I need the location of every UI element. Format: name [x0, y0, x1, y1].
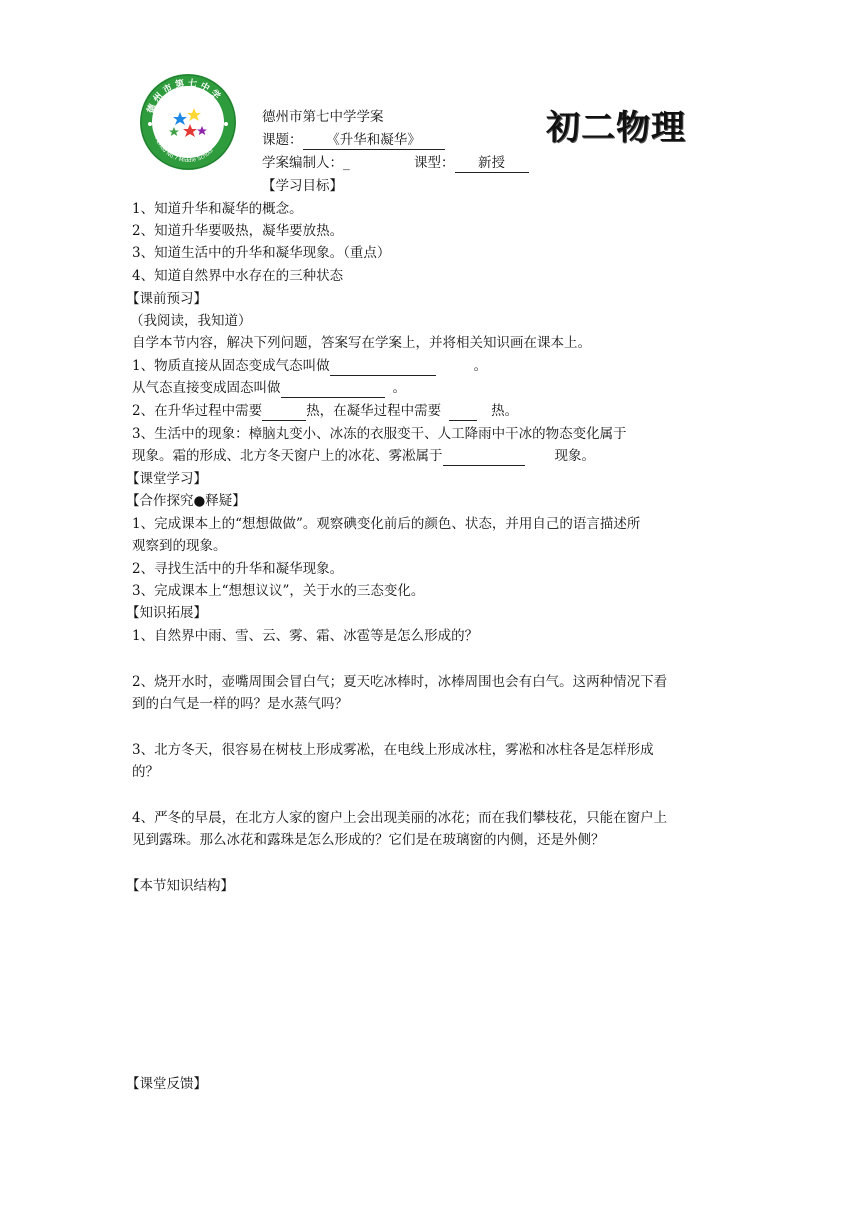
author-label: 学案编制人： — [262, 155, 343, 171]
svg-text:De Zhou No.7 Middle School: De Zhou No.7 Middle School — [152, 131, 215, 165]
type-value: 新授 — [455, 154, 529, 173]
classroom-heading: 【课堂学习】 — [126, 471, 207, 487]
goals-heading: 【学习目标】 — [262, 178, 343, 194]
explore-item-1-line2: 观察到的现象。 — [132, 538, 227, 554]
extension-item-3-line1: 3、北方冬天，很容易在树枝上形成雾凇，在电线上形成冰柱，雾凇和冰柱各是怎样形成 — [132, 742, 654, 758]
extension-item-3-line2: 的？ — [132, 764, 159, 780]
preview-q1b — [132, 379, 406, 398]
q3-text-b: 现象。 — [554, 448, 595, 464]
preview-q1a — [132, 357, 487, 376]
q3-text-a: 现象。霜的形成、北方冬天窗户上的冰花、雾凇属于 — [132, 448, 443, 464]
goal-item: 3、知道生活中的升华和凝华现象。（重点） — [132, 245, 391, 261]
subject-title: 初二物理 — [546, 108, 686, 148]
preview-intro: 自学本节内容，解决下列问题，答案写在学案上，并将相关知识画在课本上。 — [132, 335, 591, 351]
extension-item-2-line2: 到的白气是一样的吗？是水蒸气吗？ — [132, 696, 348, 712]
q1a-blank[interactable] — [330, 357, 436, 376]
q1b-text: 从气态直接变成固态叫做 — [132, 380, 281, 396]
q2-text-c: 热。 — [491, 403, 519, 419]
explore-item-3: 3、完成课本上“想想议议”，关于水的三态变化。 — [132, 583, 425, 599]
explore-item-2: 2、寻找生活中的升华和凝华现象。 — [132, 561, 344, 577]
extension-heading: 【知识拓展】 — [126, 605, 207, 621]
q1a-end: 。 — [473, 358, 488, 374]
q1b-blank[interactable] — [281, 379, 385, 398]
q3-blank[interactable] — [443, 447, 525, 466]
q2-text-a: 2、在升华过程中需要 — [132, 403, 263, 419]
q1b-end: 。 — [392, 380, 406, 396]
extension-item-1: 1、自然界中雨、雪、云、雾、霜、冰雹等是怎么形成的？ — [132, 628, 479, 644]
goal-item: 4、知道自然界中水存在的三种状态 — [132, 268, 344, 284]
goal-item: 2、知道升华要吸热，凝华要放热。 — [132, 223, 344, 239]
topic-value: 《升华和凝华》 — [303, 131, 445, 150]
topic-label: 课题： — [262, 132, 303, 148]
topic-line — [262, 131, 445, 150]
extension-item-4-line1: 4、严冬的早晨，在北方人家的窗户上会出现美丽的冰花；而在我们攀枝花，只能在窗户上 — [132, 810, 668, 826]
preview-q3-line1: 3、生活中的现象：樟脑丸变小、冰冻的衣服变干、人工降雨中干冰的物态变化属于 — [132, 426, 627, 442]
preview-q3-line2 — [132, 447, 595, 466]
author-value: _ — [343, 155, 350, 171]
q2-text-b: 热，在凝华过程中需要 — [306, 403, 442, 419]
school-case-title: 德州市第七中学学案 — [262, 109, 384, 125]
structure-heading: 【本节知识结构】 — [126, 878, 234, 894]
extension-item-2-line1: 2、烧开水时，壶嘴周围会冒白气；夏天吃冰棒时，冰棒周围也会有白气。这两种情况下看 — [132, 674, 668, 690]
preview-note: （我阅读，我知道） — [130, 313, 252, 329]
goal-item: 1、知道升华和凝华的概念。 — [132, 201, 303, 217]
explore-heading: 【合作探究●释疑】 — [126, 493, 246, 509]
svg-text:德州市第七中学: 德州市第七中学 — [145, 78, 224, 116]
feedback-heading: 【课堂反馈】 — [126, 1076, 207, 1092]
preview-q2 — [132, 402, 518, 421]
extension-item-4-line2: 见到露珠。那么冰花和露珠是怎么形成的？它们是在玻璃窗的内侧，还是外侧？ — [132, 832, 605, 848]
type-label: 课型： — [414, 155, 455, 171]
q1a-text: 1、物质直接从固态变成气态叫做 — [132, 358, 330, 374]
author-line — [262, 154, 350, 172]
preview-heading: 【课前预习】 — [126, 291, 207, 307]
q2-blank-1[interactable] — [262, 402, 306, 421]
school-logo — [138, 72, 238, 172]
type-line — [414, 154, 529, 173]
q2-blank-2[interactable] — [449, 402, 477, 421]
explore-item-1-line1: 1、完成课本上的“想想做做”。观察碘变化前后的颜色、状态，并用自己的语言描述所 — [132, 516, 641, 532]
